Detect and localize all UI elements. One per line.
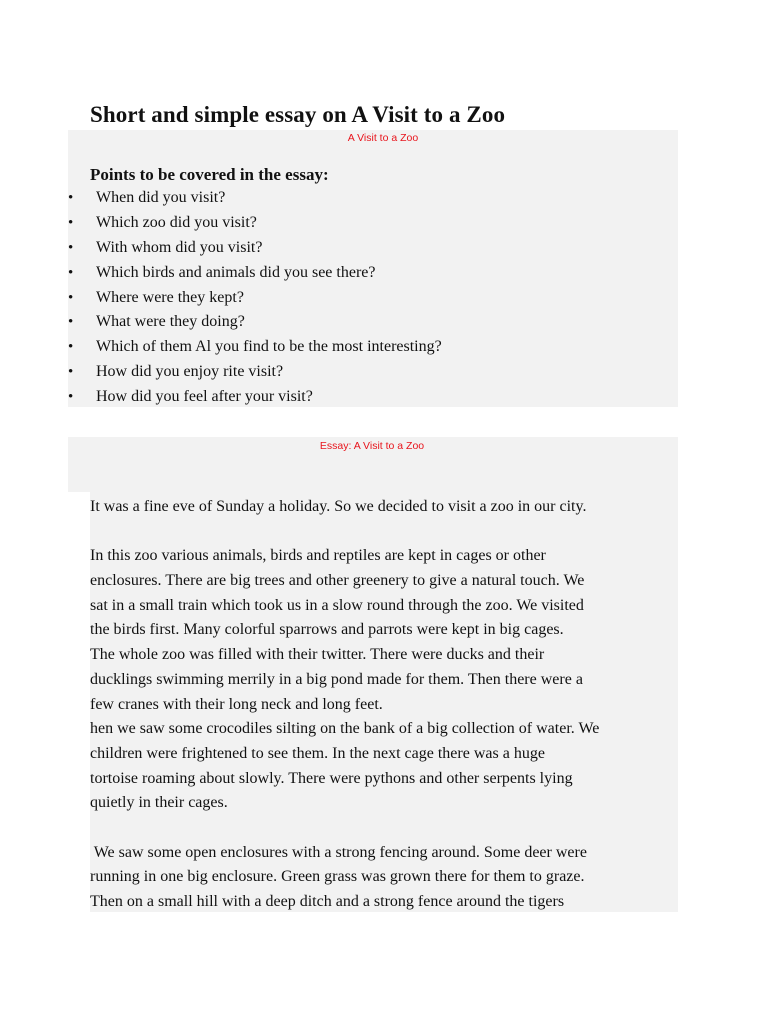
essay-line: It was a fine eve of Sunday a holiday. So we decided to visit a zoo in our city. xyxy=(90,498,587,515)
essay-paragraph xyxy=(90,544,690,816)
paragraph-gap xyxy=(90,520,690,545)
paragraph-gap xyxy=(90,816,690,841)
essay-line: running in one big enclosure. Green grass was grown there for them to graze. xyxy=(90,868,585,886)
essay-line: few cranes with their long neck and long feet. xyxy=(90,695,383,713)
point-text: Which zoo did you visit? xyxy=(96,213,257,231)
essay-line: The whole zoo was filled with their twitter. There were ducks and their xyxy=(90,646,545,664)
essay-line: In this zoo various animals, birds and reptiles are kept in cages or other xyxy=(90,547,546,565)
points-heading: Points to be covered in the essay: xyxy=(90,165,329,184)
visit-caption: A Visit to a Zoo xyxy=(347,132,419,144)
bullet-icon: • xyxy=(68,289,74,306)
essay-caption: Essay: A Visit to a Zoo xyxy=(319,440,425,452)
bullet-icon: • xyxy=(68,389,74,406)
point-text: Which birds and animals did you see there? xyxy=(96,263,376,281)
essay-line: the birds first. Many colorful sparrows and parrots were kept in big cages. xyxy=(90,621,564,639)
point-text: How did you enjoy rite visit? xyxy=(96,363,284,381)
essay-line: children were frightened to see them. In the next cage there was a huge xyxy=(90,744,545,762)
essay-paragraph xyxy=(90,495,690,520)
bullet-icon: • xyxy=(68,314,74,331)
bullet-icon: • xyxy=(68,264,74,281)
essay-line: tortoise roaming about slowly. There were pythons and other serpents lying xyxy=(90,769,573,787)
essay-line: sat in a small train which took us in a slow round through the zoo. We visited xyxy=(90,596,584,614)
essay-line: We saw some open enclosures with a strong fencing around. Some deer were xyxy=(90,843,587,861)
essay-line: quietly in their cages. xyxy=(90,794,228,812)
bullet-icon: • xyxy=(68,214,74,231)
essay-line: hen we saw some crocodiles silting on the bank of a big collection of water. We xyxy=(90,720,600,738)
bullet-icon: • xyxy=(68,190,74,206)
point-text: What were they doing? xyxy=(96,313,245,331)
bullet-icon: • xyxy=(68,239,74,256)
page-title: Short and simple essay on A Visit to a Zoo xyxy=(90,102,506,127)
essay-paragraph xyxy=(90,841,690,915)
bullet-icon: • xyxy=(68,339,74,356)
point-text: Which of them Al you find to be the most interesting? xyxy=(96,338,442,356)
point-text: How did you feel after your visit? xyxy=(96,388,313,406)
essay-body xyxy=(90,495,690,915)
point-text: When did you visit? xyxy=(96,189,226,206)
bullet-icon: • xyxy=(68,364,74,381)
point-text: Where were they kept? xyxy=(96,288,244,306)
point-text: With whom did you visit? xyxy=(96,238,263,256)
essay-line: enclosures. There are big trees and other greenery to give a natural touch. We xyxy=(90,572,585,590)
essay-line: Then on a small hill with a deep ditch and a strong fence around the tigers xyxy=(90,893,565,910)
essay-line: ducklings swimming merrily in a big pond made for them. Then there were a xyxy=(90,670,583,688)
